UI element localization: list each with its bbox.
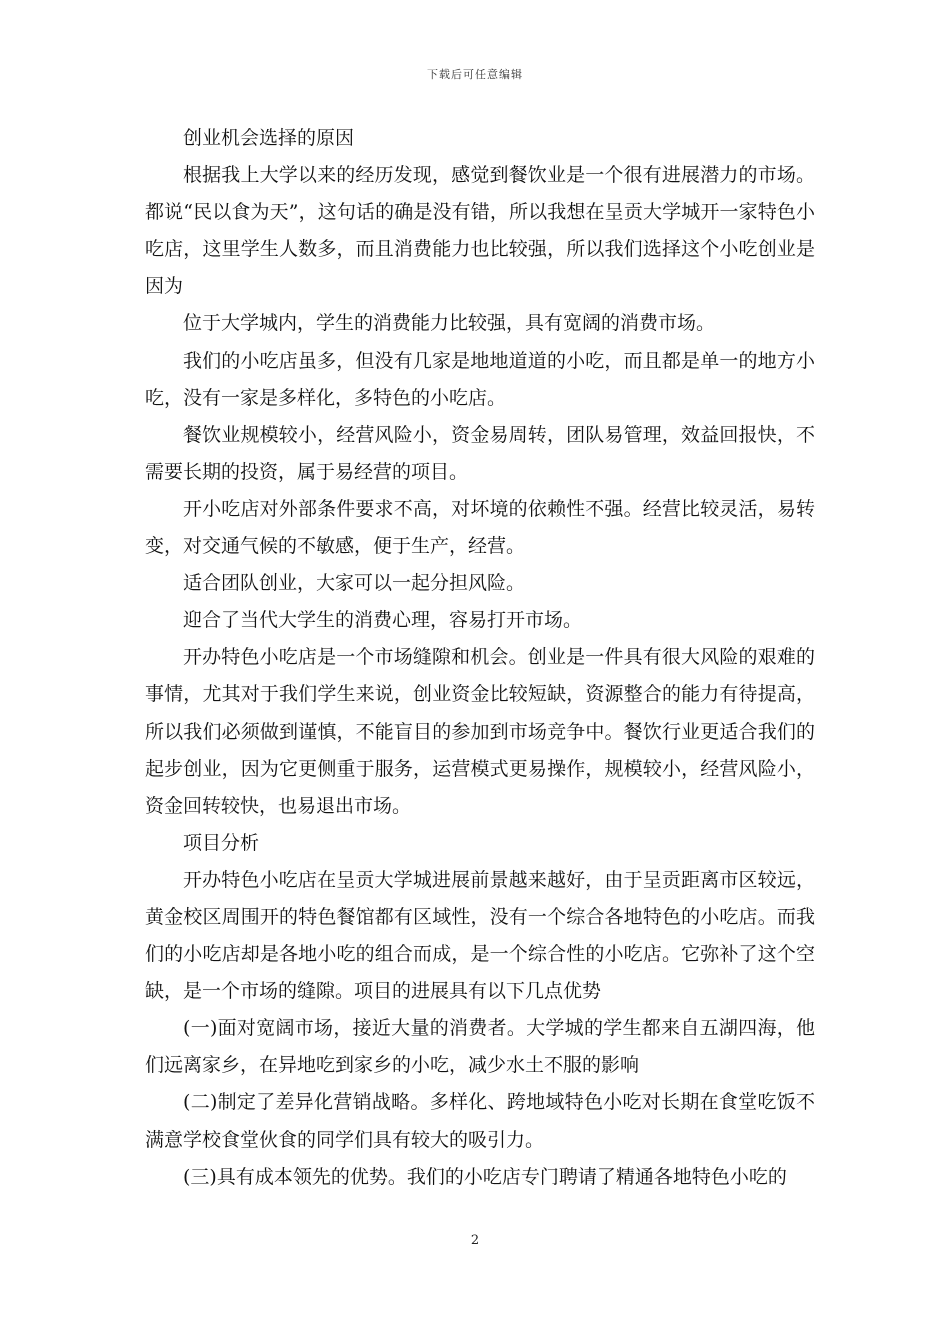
paragraph: 餐饮业规模较小，经营风险小，资金易周转，团队易管理，效益回报快，不需要长期的投资，属于易经营的项目。 bbox=[145, 423, 815, 483]
section-heading: 项目分析 bbox=[183, 831, 260, 854]
paragraph: 开小吃店对外部条件要求不高，对坏境的依赖性不强。经营比较灵活，易转变，对交通气候的不敏感，便于生产，经营。 bbox=[145, 497, 815, 558]
paragraph: 迎合了当代大学生的消费心理，容易打开市场。 bbox=[183, 609, 583, 632]
paragraph: 位于大学城内，学生的消费能力比较强，具有宽阔的消费市场。 bbox=[183, 312, 716, 335]
paragraph: 我们的小吃店虽多，但没有几家是地地道道的小吃，而且都是单一的地方小吃，没有一家是多样化，多特色的小吃店。 bbox=[145, 349, 815, 409]
paragraph: 适合团队创业，大家可以一起分担风险。 bbox=[183, 572, 526, 595]
document-body bbox=[145, 120, 815, 1196]
paragraph: 开办特色小吃店是一个市场缝隙和机会。创业是一件具有很大风险的艰难的事情，尤其对于我们学生来说，创业资金比较短缺，资源整合的能力有待提高，所以我们必须做到谨慎，不能盲目的参加到市场竞争中。餐饮行业更适合我们的起步创业，因为它更侧重于服务，运营模式更易操作，规模较小，经营风险小，资金回转较快，也易退出市场。 bbox=[145, 646, 815, 817]
paragraph: 根据我上大学以来的经历发现，感觉到餐饮业是一个很有进展潜力的市场。都说“民以食为天”，这句话的确是没有错，所以我想在呈贡大学城开一家特色小吃店，这里学生人数多，而且消费能力也比较强，所以我们选择这个小吃创业是因为 bbox=[145, 164, 815, 298]
header-note: 下载后可任意编辑 bbox=[427, 68, 523, 81]
list-item: (三)具有成本领先的优势。我们的小吃店专门聘请了精通各地特色小吃的 bbox=[183, 1165, 787, 1188]
page-number: 2 bbox=[470, 1233, 480, 1248]
paragraph: 开办特色小吃店在呈贡大学城进展前景越来越好，由于呈贡距离市区较远，黄金校区周围开的特色餐馆都有区域性，没有一个综合各地特色的小吃店。而我们的小吃店却是各地小吃的组合而成，是一个综合性的小吃店。它弥补了这个空缺，是一个市场的缝隙。项目的进展具有以下几点优势 bbox=[145, 868, 815, 1003]
list-item: (一)面对宽阔市场，接近大量的消费者。大学城的学生都来自五湖四海，他们远离家乡，在异地吃到家乡的小吃，减少水土不服的影响 bbox=[145, 1017, 815, 1077]
section-heading: 创业机会选择的原因 bbox=[183, 127, 355, 149]
list-item: (二)制定了差异化营销战略。多样化、跨地域特色小吃对长期在食堂吃饭不满意学校食堂伙食的同学们具有较大的吸引力。 bbox=[145, 1091, 815, 1151]
